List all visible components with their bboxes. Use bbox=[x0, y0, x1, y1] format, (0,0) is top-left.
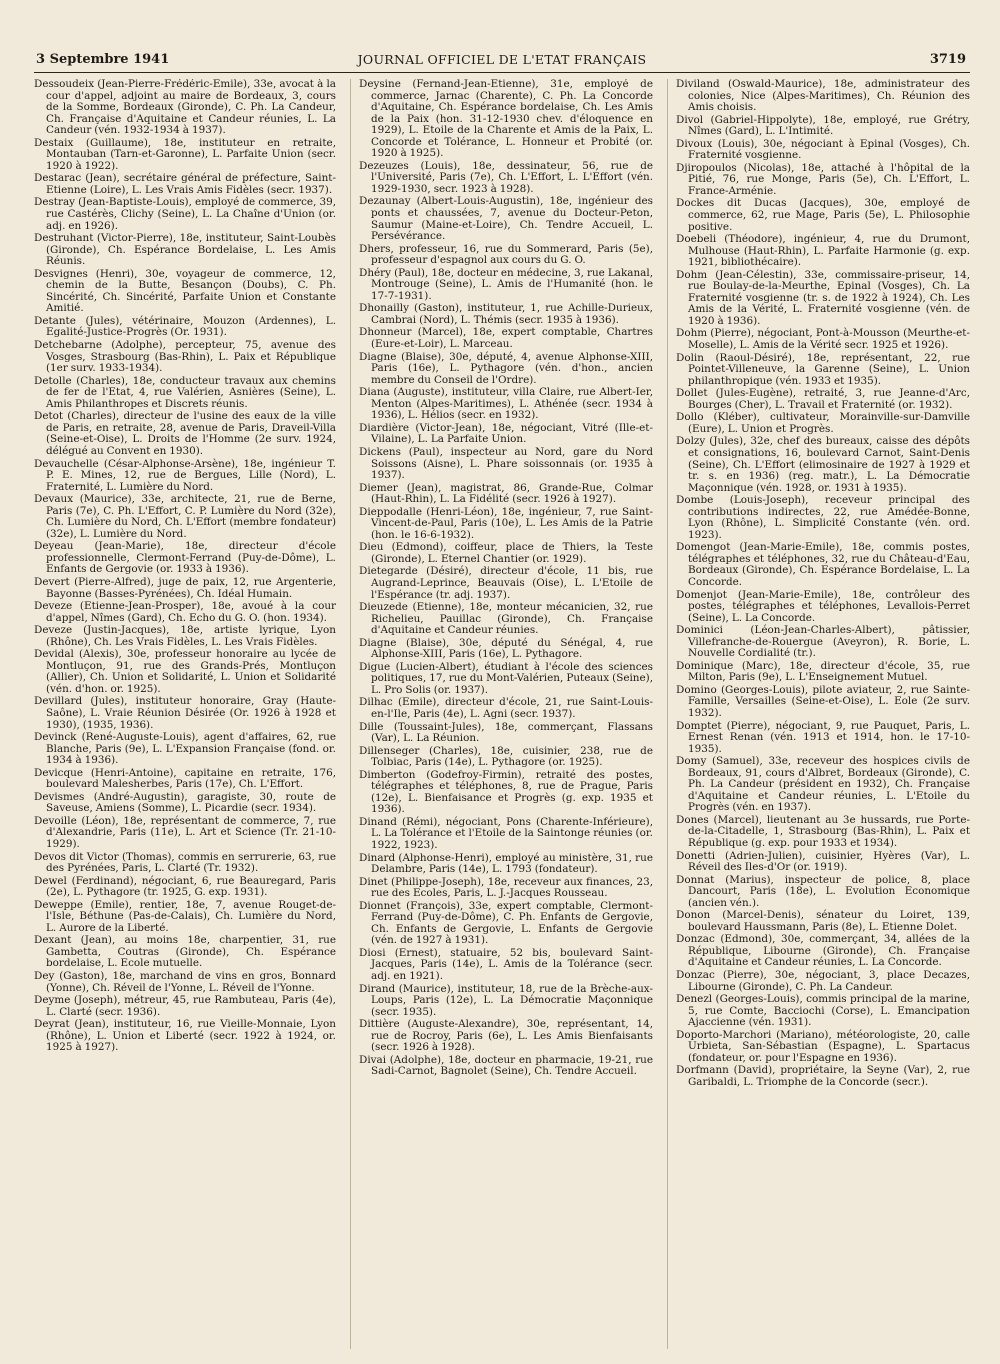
directory-entry: Dinand (Rémi), négociant, Pons (Charente-Inférieure), L. La Tolérance et l'Etoile de la Saintonge réunies (or. 1922, 1923). bbox=[359, 815, 653, 851]
directory-entry: Dhonneur (Marcel), 18e, expert comptable, Chartres (Eure-et-Loir), L. Marceau. bbox=[359, 326, 653, 351]
directory-entry: Destray (Jean-Baptiste-Louis), employé de commerce, 39, rue Castérès, Clichy (Seine), L. La Chaîne d'Union (or. adj. en 1926). bbox=[34, 196, 336, 232]
directory-entry: Devert (Pierre-Alfred), juge de paix, 12, rue Argenterie, Bayonne (Basses-Pyrénées), Ch. Idéal Humain. bbox=[34, 575, 336, 600]
directory-entry: Devicque (Henri-Antoine), capitaine en retraite, 176, boulevard Malesherbes, Paris (17e), Ch. L'Effort. bbox=[34, 766, 336, 791]
directory-entry: Diana (Auguste), instituteur, villa Claire, rue Albert-Ier, Menton (Alpes-Maritimes), L. Athénée (secr. 1934 à 1936), L. Hélios (secr. en 1932). bbox=[359, 386, 653, 422]
directory-entry: Domino (Georges-Louis), pilote aviateur, 2, rue Sainte-Famille, Versailles (Seine-et-Oise), L. Eole (2e surv. 1932). bbox=[676, 683, 970, 719]
directory-entry: Dombe (Louis-Joseph), receveur principal des contributions indirectes, 22, rue Amédée-Bonne, Lyon (Rhône), L. Simplicité Constante (vén. ord. 1923). bbox=[676, 494, 970, 541]
directory-entry: Devaux (Maurice), 33e, architecte, 21, rue de Berne, Paris (7e), C. Ph. L'Effort, C. P. Lumière du Nord (32e), Ch. Lumière du Nord, Ch. L'Effort (membre fondateur) (32e), L. Lumière du Nord. bbox=[34, 493, 336, 540]
directory-entry: Donzac (Edmond), 30e, commerçant, 34, allées de la République, Libourne (Gironde), Ch. Française d'Aquitaine et Candeur réunies, L. La Concorde. bbox=[676, 933, 970, 969]
text-columns bbox=[34, 79, 970, 1349]
directory-entry: Devinck (René-Auguste-Louis), agent d'affaires, 62, rue Blanche, Paris (9e), L. L'Expansion Française (fond. or. 1934 à 1936). bbox=[34, 731, 336, 767]
directory-entry: Dille (Toussaint-Jules), 18e, commerçant, Flassans (Var), L. La Réunion. bbox=[359, 720, 653, 745]
directory-entry: Deysine (Fernand-Jean-Etienne), 31e, employé de commerce, Jarnac (Charente), C. Ph. La Concorde d'Aquitaine, Ch. Espérance bordelaise, Ch. Les Amis de la Paix (hon. 31-12-1930 chev. d'éloquence en 1929), L. Etoile de la Charente et Amis de la Paix, L. Concorde et Tolérance, L. Honneur et Probité (or. 1920 à 1925). bbox=[359, 79, 653, 160]
directory-entry: Denezl (Georges-Louis), commis principal de la marine, 5, rue Comte, Bacciochi (Corse), L. Emancipation Ajaccienne (vén. 1931). bbox=[676, 993, 970, 1029]
directory-entry: Dillenseger (Charles), 18e, cuisinier, 238, rue de Tolbiac, Paris (14e), L. Pythagore (or. 1925). bbox=[359, 744, 653, 769]
directory-entry: Dietegarde (Désiré), directeur d'école, 11 bis, rue Augrand-Leprince, Beauvais (Oise), L. L'Etoile de l'Espérance (tr. adj. 1937). bbox=[359, 565, 653, 601]
directory-entry: Donnat (Marius), inspecteur de police, 8, place Dancourt, Paris (18e), L. Evolution Economique (ancien vén.). bbox=[676, 873, 970, 909]
directory-entry: Dolin (Raoul-Désiré), 18e, représentant, 22, rue Pointet-Villeneuve, la Garenne (Seine), L. Union philanthropique (vén. 1933 et 1935). bbox=[676, 351, 970, 387]
directory-entry: Diardière (Victor-Jean), 18e, négociant, Vitré (Ille-et-Vilaine), L. La Parfaite Union. bbox=[359, 421, 653, 446]
directory-entry: Detolle (Charles), 18e, conducteur travaux aux chemins de fer de l'Etat, 4, rue Valérien, Asnières (Seine), L. Amis Philanthropes et Discrets réunis. bbox=[34, 374, 336, 410]
directory-entry: Diagne (Blaise), 30e, député, 4, avenue Alphonse-XIII, Paris (16e), L. Pythagore (vén. d'hon., ancien membre du Conseil de l'Ordre). bbox=[359, 350, 653, 386]
directory-entry: Dieu (Edmond), coiffeur, place de Thiers, la Teste (Gironde), L. Eternel Chantier (or. 1929). bbox=[359, 541, 653, 565]
header-page-number: 3719 bbox=[929, 52, 966, 67]
directory-entry: Diemer (Jean), magistrat, 86, Grande-Rue, Colmar (Haut-Rhin), L. La Fidélité (secr. 1926 à 1927). bbox=[359, 481, 653, 506]
page-header bbox=[34, 50, 970, 73]
directory-entry: Destaix (Guillaume), 18e, instituteur en retraite, Montauban (Tarn-et-Garonne), L. Parfaite Union (secr. 1920 à 1922). bbox=[34, 136, 336, 172]
directory-entry: Desvignes (Henri), 30e, voyageur de commerce, 12, chemin de la Butte, Besançon (Doubs), C. Ph. Sincérité, Ch. Sincérité, Parfaite Union et Constante Amitié. bbox=[34, 267, 336, 315]
directory-entry: Dittière (Auguste-Alexandre), 30e, représentant, 14, rue de Rocroy, Paris (6e), L. Les Amis Bienfaisants (secr. 1926 à 1928). bbox=[359, 1018, 653, 1054]
directory-entry: Doebeli (Théodore), ingénieur, 4, rue du Drumont, Mulhouse (Haut-Rhin), L. Parfaite Harmonie (g. exp. 1921, bibliothécaire). bbox=[676, 233, 970, 269]
directory-entry: Dockes dit Ducas (Jacques), 30e, employé de commerce, 62, rue Mage, Paris (5e), L. Philosophie positive. bbox=[676, 197, 970, 233]
directory-entry: Dominique (Marc), 18e, directeur d'école, 35, rue Milton, Paris (9e), L. L'Enseignement Mutuel. bbox=[676, 659, 970, 684]
directory-entry: Donon (Marcel-Denis), sénateur du Loiret, 139, boulevard Haussmann, Paris (8e), L. Etienne Dolet. bbox=[676, 909, 970, 933]
directory-entry: Dinet (Philippe-Joseph), 18e, receveur aux finances, 23, rue des Ecoles, Paris, L. J.-Jacques Rousseau. bbox=[359, 875, 653, 900]
directory-entry: Dieppodalle (Henri-Léon), 18e, ingénieur, 7, rue Saint-Vincent-de-Paul, Paris (10e), L. Les Amis de la Patrie (hon. le 16-6-1932). bbox=[359, 505, 653, 541]
directory-entry: Devos dit Victor (Thomas), commis en serrurerie, 63, rue des Pyrénées, Paris, L. Clarté (Tr. 1932). bbox=[34, 850, 336, 875]
directory-entry: Dimberton (Godefroy-Firmin), retraité des postes, télégraphes et téléphones, 8, rue de Prague, Paris (12e), L. Bienfaisance et Progrès (g. exp. 1935 et 1936). bbox=[359, 768, 653, 816]
directory-entry: Dezaunay (Albert-Louis-Augustin), 18e, ingénieur des ponts et chaussées, 7, avenue du Docteur-Peton, Saumur (Maine-et-Loire), Ch. Tendre Accueil, L. Persévérance. bbox=[359, 195, 653, 243]
directory-entry: Donzac (Pierre), 30e, négociant, 3, place Decazes, Libourne (Gironde), C. Ph. La Candeur. bbox=[676, 969, 970, 993]
directory-entry: Dickens (Paul), inspecteur au Nord, gare du Nord Soissons (Aisne), L. Phare soissonnais (or. 1935 à 1937). bbox=[359, 445, 653, 482]
directory-entry: Deveze (Justin-Jacques), 18e, artiste lyrique, Lyon (Rhône), Ch. Les Vrais Fidèles, L. Les Vrais Fidèles. bbox=[34, 624, 336, 648]
directory-entry: Deveze (Etienne-Jean-Prosper), 18e, avoué à la cour d'appel, Nîmes (Gard), Ch. Echo du G. O. (hon. 1934). bbox=[34, 600, 336, 624]
directory-entry: Devoille (Léon), 18e, représentant de commerce, 7, rue d'Alexandrie, Paris (11e), L. Art et Science (Tr. 21-10-1929). bbox=[34, 814, 336, 850]
directory-entry: Domenjot (Jean-Marie-Emile), 18e, contrôleur des postes, télégraphes et téléphones, Levallois-Perret (Seine), L. La Concorde. bbox=[676, 588, 970, 624]
directory-entry: Dohm (Pierre), négociant, Pont-à-Mousson (Meurthe-et-Moselle), L. Amis de la Vérité secr. 1925 et 1926). bbox=[676, 327, 970, 352]
directory-entry: Dollet (Jules-Eugène), retraité, 3, rue Jeanne-d'Arc, Bourges (Cher), L. Travail et Fraternité (or. 1932). bbox=[676, 387, 970, 411]
directory-entry: Digue (Lucien-Albert), étudiant à l'école des sciences politiques, 17, rue du Mont-Valérien, Puteaux (Seine), L. Pro Solis (or. 1937). bbox=[359, 660, 653, 696]
column-left bbox=[34, 79, 336, 1349]
directory-entry: Dey (Gaston), 18e, marchand de vins en gros, Bonnard (Yonne), Ch. Réveil de l'Yonne, L. Réveil de l'Yonne. bbox=[34, 970, 336, 994]
directory-entry: Dhéry (Paul), 18e, docteur en médecine, 3, rue Lakanal, Montrouge (Seine), L. Amis de l'Humanité (hon. le 17-7-1931). bbox=[359, 266, 653, 302]
directory-entry: Dexant (Jean), au moins 18e, charpentier, 31, rue Gambetta, Coutras (Gironde), Ch. Espérance bordelaise, L. Ecole mutuelle. bbox=[34, 934, 336, 970]
directory-entry: Domy (Samuel), 33e, receveur des hospices civils de Bordeaux, 91, cours d'Albret, Bordeaux (Gironde), C. Ph. La Candeur (président en 1932), Ch. Française d'Aquitaine et Candeur réunies, L. L'Etoile du Progrès (vén. en 1937). bbox=[676, 755, 970, 814]
directory-entry: Doporto-Marchori (Mariano), météorologiste, 20, calle Urbieta, San-Sébastian (Espagne), L. Spartacus (fondateur, or. pour l'Espagne en 1936). bbox=[676, 1028, 970, 1064]
directory-entry: Diviland (Oswald-Maurice), 18e, administrateur des colonies, Nice (Alpes-Maritimes), Ch. Réunion des Amis choisis. bbox=[676, 79, 970, 114]
directory-entry: Diosi (Ernest), statuaire, 52 bis, boulevard Saint-Jacques, Paris (14e), L. Amis de la Tolérance (secr. adj. en 1921). bbox=[359, 946, 653, 983]
directory-entry: Domengot (Jean-Marie-Emile), 18e, commis postes, télégraphes et téléphones, 32, rue du Château-d'Eau, Bordeaux (Gironde), Ch. Espérance Bordelaise, L. La Concorde. bbox=[676, 541, 970, 588]
directory-entry: Dewel (Ferdinand), négociant, 6, rue Beauregard, Paris (2e), L. Pythagore (tr. 1925, G. exp. 1931). bbox=[34, 874, 336, 899]
directory-entry: Dezeuzes (Louis), 18e, dessinateur, 56, rue de l'Université, Paris (7e), Ch. L'Effort, L. L'Effort (vén. 1929-1930, secr. 1923 à 1928). bbox=[359, 159, 653, 195]
directory-entry: Devidal (Alexis), 30e, professeur honoraire au lycée de Montluçon, 91, rue des Grands-Prés, Montluçon (Allier), Ch. Union et Solidarité, L. Union et Solidarité (vén. d'hon. or. 1925). bbox=[34, 648, 336, 695]
directory-entry: Djiropoulos (Nicolas), 18e, attaché à l'hôpital de la Pitié, 76, rue Monge, Paris (5e), Ch. L'Effort, L. France-Arménie. bbox=[676, 161, 970, 197]
directory-entry: Dorfmann (David), propriétaire, la Seyne (Var), 2, rue Garibaldi, L. Triomphe de la Concorde (secr.). bbox=[676, 1064, 970, 1088]
directory-entry: Deyme (Joseph), métreur, 45, rue Rambuteau, Paris (4e), L. Clarté (secr. 1936). bbox=[34, 994, 336, 1018]
directory-entry: Detot (Charles), directeur de l'usine des eaux de la ville de Paris, en retraite, 28, avenue de Paris, Draveil-Villa (Seine-et-Oise), L. Droits de l'Homme (2e surv. 1924, délégué au Convent en 1930). bbox=[34, 410, 336, 457]
directory-entry: Devauchelle (César-Alphonse-Arsène), 18e, ingénieur T. P. E. Mines, 12, rue de Bergues, Lille (Nord), L. Fraternité, L. Lumière du Nord. bbox=[34, 457, 336, 493]
directory-entry: Dinard (Alphonse-Henri), employé au ministère, 31, rue Delambre, Paris (14e), L. 1793 (fondateur). bbox=[359, 851, 653, 876]
directory-entry: Dolzy (Jules), 32e, chef des bureaux, caisse des dépôts et consignations, 16, boulevard Carnot, Saint-Denis (Seine), Ch. L'Effort (elimosinaire de 1927 à 1929 et tr. s. en 1936) (reg. matr.), L. La Démocratie Maçonnique (vén. 1928, or. 1931 à 1935). bbox=[676, 435, 970, 494]
directory-entry: Dones (Marcel), lieutenant au 3e hussards, rue Porte-de-la-Citadelle, 1, Strasbourg (Bas-Rhin), L. Paix et République (g. exp. pour 1933 et 1934). bbox=[676, 813, 970, 849]
directory-entry: Divai (Adolphe), 18e, docteur en pharmacie, 19-21, rue Sadi-Carnot, Bagnolet (Seine), Ch. Tendre Accueil. bbox=[359, 1053, 653, 1078]
directory-entry: Deyeau (Jean-Marie), 18e, directeur d'école professionnelle, Clermont-Ferrand (Puy-de-Dôme), L. Enfants de Gergovie (or. 1933 à 1936). bbox=[34, 540, 336, 576]
directory-entry: Divol (Gabriel-Hippolyte), 18e, employé, rue Grétry, Nîmes (Gard), L. L'Intimité. bbox=[676, 113, 970, 138]
directory-entry: Destruhant (Victor-Pierre), 18e, instituteur, Saint-Loubès (Gironde), Ch. Espérance Bordelaise, L. Les Amis Réunis. bbox=[34, 232, 336, 268]
directory-entry: Dirand (Maurice), instituteur, 18, rue de la Brèche-aux-Loups, Paris (12e), L. La Démocratie Maçonnique (secr. 1935). bbox=[359, 982, 653, 1018]
column-right bbox=[667, 79, 970, 1349]
directory-entry: Detchebarne (Adolphe), percepteur, 75, avenue des Vosges, Strasbourg (Bas-Rhin), L. Paix et République (1er surv. 1933-1934). bbox=[34, 339, 336, 375]
directory-entry: Destarac (Jean), secrétaire général de préfecture, Saint-Etienne (Loire), L. Les Vrais Amis Fidèles (secr. 1937). bbox=[34, 172, 336, 196]
directory-entry: Dhers, professeur, 16, rue du Sommerard, Paris (5e), professeur d'espagnol aux cours du G. O. bbox=[359, 242, 653, 267]
directory-entry: Dohm (Jean-Célestin), 33e, commissaire-priseur, 14, rue Boulay-de-la-Meurthe, Epinal (Vosges), Ch. La Fraternité vosgienne (tr. s. de 1922 à 1924), Ch. Les Amis de la Vérité, L. Fraternité vosgienne (vén. de 1920 à 1936). bbox=[676, 268, 970, 327]
directory-entry: Dessoudeix (Jean-Pierre-Frédéric-Emile), 33e, avocat à la cour d'appel, adjoint au maire de Bordeaux, 3, cours de la Somme, Bordeaux (Gironde), C. Ph. La Candeur, Ch. Française d'Aquitaine et Candeur réunies, L. La Candeur (vén. 1932-1934 à 1937). bbox=[34, 79, 336, 137]
directory-entry: Donetti (Adrien-Julien), cuisinier, Hyères (Var), L. Réveil des Iles-d'Or (or. 1919). bbox=[676, 849, 970, 874]
directory-entry: Dhonailly (Gaston), instituteur, 1, rue Achille-Durieux, Cambrai (Nord), L. Thémis (secr. 1935 à 1936). bbox=[359, 302, 653, 326]
column-middle bbox=[350, 79, 653, 1349]
directory-entry: Devismes (André-Augustin), garagiste, 30, route de Saveuse, Amiens (Somme), L. Picardie (secr. 1934). bbox=[34, 790, 336, 815]
directory-entry: Dominici (Léon-Jean-Charles-Albert), pâtissier, Villefranche-de-Rouergue (Aveyron), R. Borie, L. Nouvelle Cordialité (tr.). bbox=[676, 624, 970, 660]
directory-entry: Dilhac (Emile), directeur d'école, 21, rue Saint-Louis-en-l'Ile, Paris (4e), L. Agni (secr. 1937). bbox=[359, 696, 653, 720]
directory-entry: Divoux (Louis), 30e, négociant à Epinal (Vosges), Ch. Fraternité vosgienne. bbox=[676, 137, 970, 162]
directory-entry: Detante (Jules), vétérinaire, Mouzon (Ardennes), L. Egalité-Justice-Progrès (Or. 1931). bbox=[34, 314, 336, 339]
directory-entry: Domptet (Pierre), négociant, 9, rue Pauquet, Paris, L. Ernest Renan (vén. 1913 et 1914, hon. le 17-10-1935). bbox=[676, 719, 970, 755]
directory-entry: Diagne (Blaise), 30e, député du Sénégal, 4, rue Alphonse-XIII, Paris (16e), L. Pythagore. bbox=[359, 636, 653, 661]
header-title: JOURNAL OFFICIEL DE L'ETAT FRANÇAIS bbox=[357, 52, 647, 67]
header-date: 3 Septembre 1941 bbox=[36, 52, 170, 67]
directory-entry: Deweppe (Emile), rentier, 18e, 7, avenue Rouget-de-l'Isle, Béthune (Pas-de-Calais), Ch. Lumière du Nord, L. Aurore de la Liberté. bbox=[34, 898, 336, 934]
directory-entry: Devillard (Jules), instituteur honoraire, Gray (Haute-Saône), L. Vraie Réunion Désirée (Or. 1926 à 1928 et 1930), (1935, 1936). bbox=[34, 695, 336, 731]
directory-entry: Dollo (Kléber), cultivateur, Morainville-sur-Damville (Eure), L. Union et Progrès. bbox=[676, 411, 970, 435]
directory-entry: Deyrat (Jean), instituteur, 16, rue Vieille-Monnaie, Lyon (Rhône), L. Union et Liberté (secr. 1922 à 1924, or. 1925 à 1927). bbox=[34, 1018, 336, 1054]
directory-entry: Dionnet (François), 33e, expert comptable, Clermont-Ferrand (Puy-de-Dôme), C. Ph. Enfants de Gergovie, Ch. Enfants de Gergovie, L. Enfants de Gergovie (vén. de 1927 à 1931). bbox=[359, 899, 653, 947]
directory-entry: Dieuzede (Etienne), 18e, monteur mécanicien, 32, rue Richelieu, Pauillac (Gironde), Ch. Française d'Aquitaine et Candeur réunies. bbox=[359, 601, 653, 637]
